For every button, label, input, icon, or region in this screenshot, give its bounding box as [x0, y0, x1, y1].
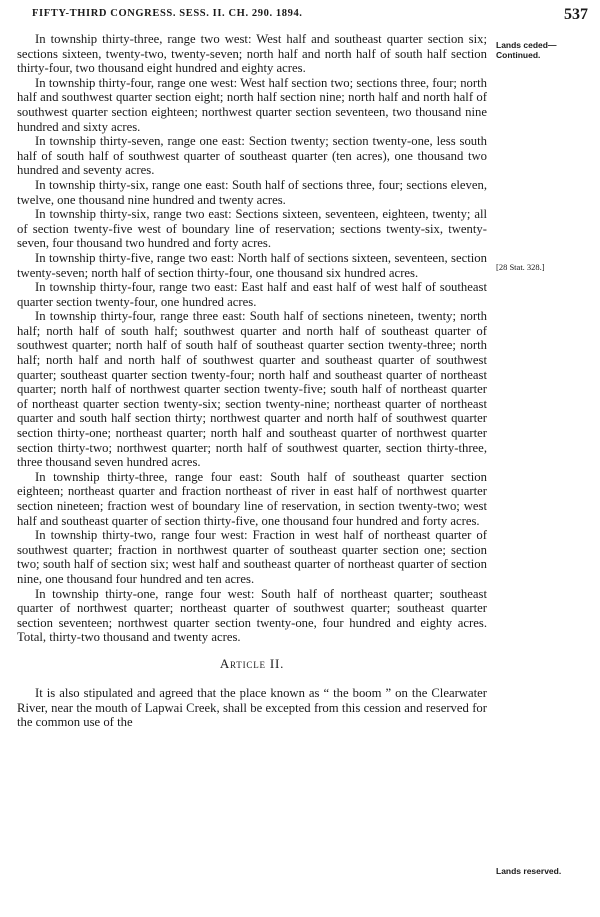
paragraph-t34-r2e: In township thirty-four, range two east: East half and east half of west half of southeast quarter section twenty-four, one hundred acres. [17, 280, 487, 309]
margin-note-lands-reserved: Lands reserved. [496, 866, 562, 876]
page-header [32, 6, 588, 26]
page-number: 537 [564, 6, 588, 23]
margin-note-lands-ceded: Lands ceded—Continued. [496, 40, 557, 60]
article-paragraph: It is also stipulated and agreed that the place known as “ the boom ” on the Clearwater River, near the mouth of Lapwai Creek, shall be excepted from this cession and reserved for the common use of the [17, 685, 487, 730]
paragraph-t32-r4w: In township thirty-two, range four west: Fraction in west half of northeast quarter of southwest quarter; fraction in northwest quarter of southeast quarter section one; section two; south half of section six; west half and southeast quarter of northeast quarter of section nine, one thousand four hundred and ten acres. [17, 528, 487, 586]
paragraph-t34-r3e: In township thirty-four, range three east: South half of sections nineteen, twenty; north half; north half of south half; southwest quarter and north half of southeast quarter of southwest quarter; north half of south half of southeast quarter section twenty-three; north half; north half and north half of southwest quarter and southeast quarter of southwest quarter; southeast quarter section twenty-four; north half and southeast quarter of northeast quarter; north half of northwest quarter section twenty-five; south half of northeast quarter of northeast quarter section twenty-six; section twenty-nine; northeast quarter of northeast quarter and south half section thirty; northwest quarter and north half of southwest quarter section thirty-one; northeast quarter; north half and southeast quarter of northwest quarter section thirty-two; northwest quarter; north half of southwest quarter, section thirty-three, three thousand seven hundred acres. [17, 309, 487, 470]
paragraph-t34-r1w: In township thirty-four, range one west: West half section two; sections three, four; north half and southwest quarter section eight; north half section nine; north half and north half of southwest quarter section eighteen; northwest quarter section seventeen, two thousand nine hundred and sixty acres. [17, 75, 487, 134]
body-text [17, 32, 487, 730]
paragraph-t35-r2e: In township thirty-five, range two east: North half of sections sixteen, seventeen, section twenty-seven; north half of section thirty-four, one thousand six hundred acres. [17, 250, 487, 280]
paragraph-t37-r1e: In township thirty-seven, range one east: Section twenty; section twenty-one, less south half of south half of southwest quarter of southeast quarter (ten acres), one thousand two hundred and seventy acres. [17, 134, 487, 178]
paragraph-t36-r1e: In township thirty-six, range one east: South half of sections three, four; sections eleven, twelve, one thousand nine hundred and twenty acres. [17, 177, 487, 207]
paragraph-t33-r2w: In township thirty-three, range two west: West half and southeast quarter section six; sections sixteen, twenty-two, twenty-seven; north half and north half of south half section thirty-four, two thousand eight hundred and eighty acres. [17, 32, 487, 76]
paragraph-t33-r4e: In township thirty-three, range four east: South half of southeast quarter section eighteen; northeast quarter and fraction northeast of river in east half of northwest quarter section nineteen; fraction west of boundary line of reservation, in section twenty-two; west half and southeast quarter of section thirty-five, one thousand four hundred and forty acres. [17, 469, 487, 528]
article-heading: Article II. [219, 655, 285, 671]
margin-note-stat-reference: [28 Stat. 328.] [496, 262, 545, 272]
paragraph-t31-r4w: In township thirty-one, range four west: South half of northeast quarter; southeast quarter of northwest quarter; northeast quarter of southwest quarter; southeast quarter section seventeen; northwest quarter section twenty-one, four hundred and eighty acres. Total, thirty-two thousand and twenty acres. [17, 586, 487, 645]
paragraph-t36-r2e: In township thirty-six, range two east: Sections sixteen, seventeen, eighteen, twenty; all of section twenty-five west of boundary line of reservation; sections twenty-six, twenty-seven, four thousand two hundred and forty acres. [17, 207, 487, 251]
running-head: FIFTY-THIRD CONGRESS. SESS. II. CH. 290. 1894. [32, 8, 303, 19]
